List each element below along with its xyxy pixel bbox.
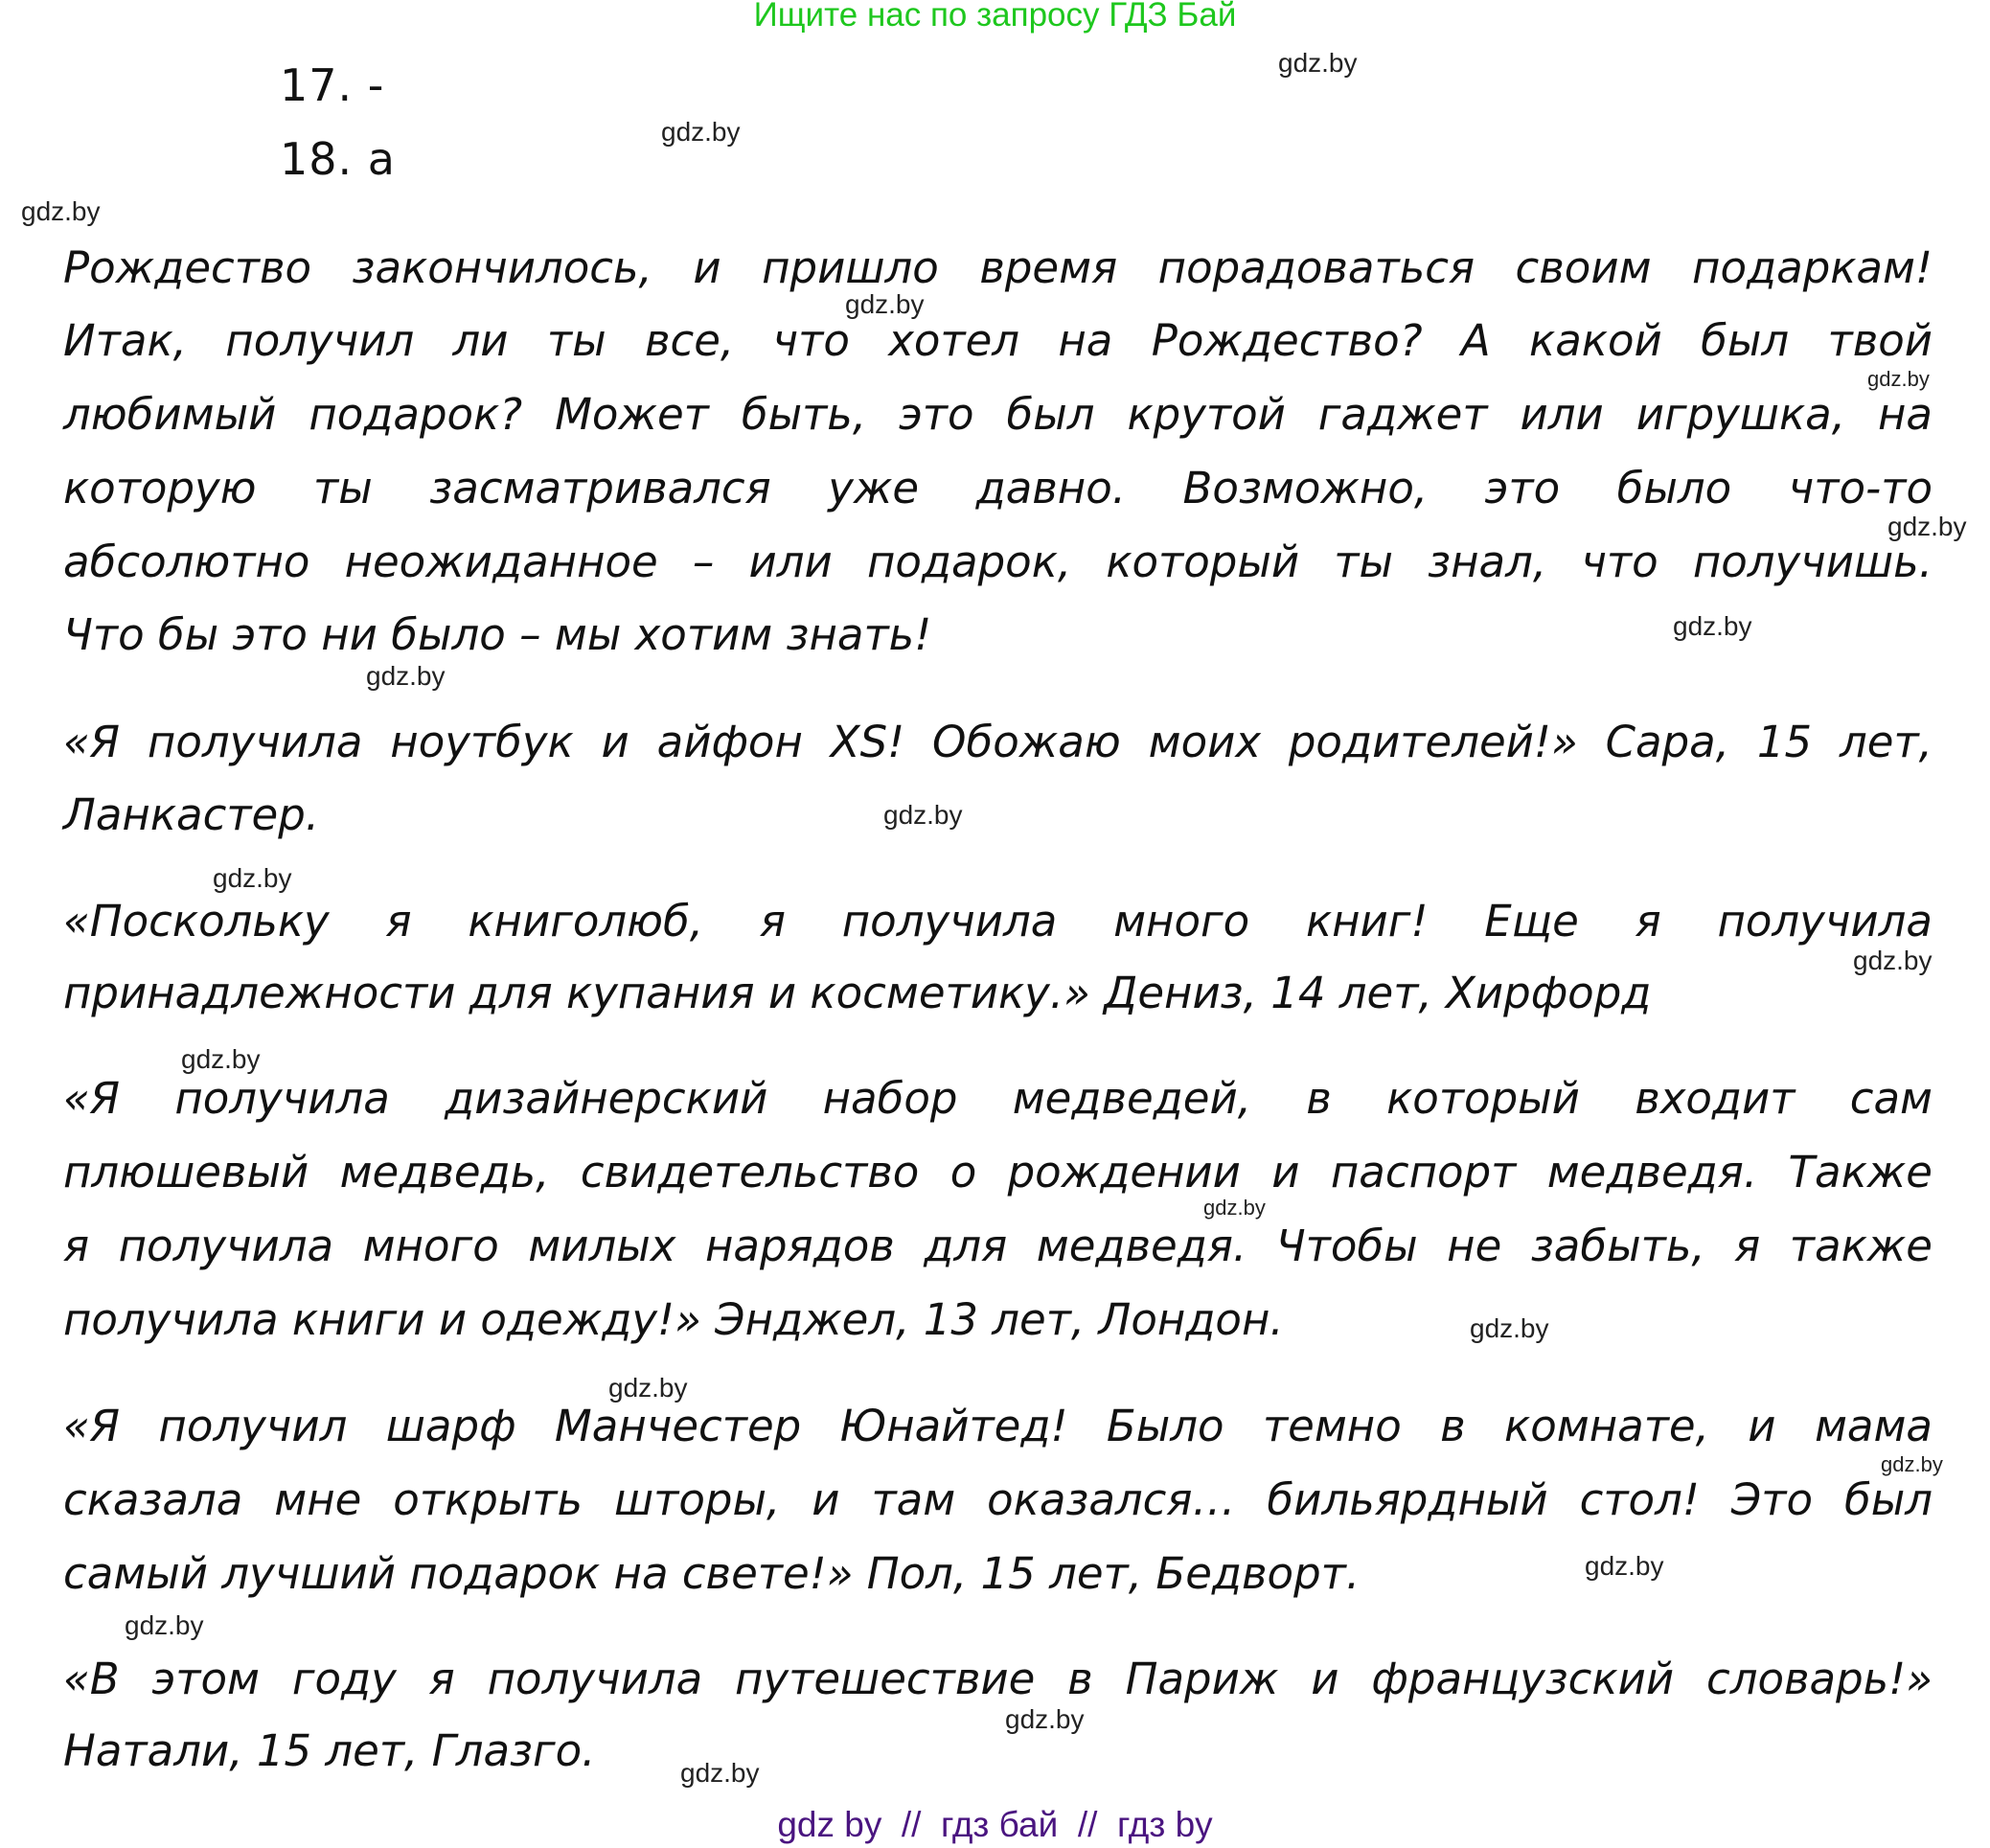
watermark: gdz.by bbox=[125, 1610, 204, 1640]
footer-links: gdz by // гдз бай // гдз by bbox=[777, 1805, 1213, 1844]
watermark: gdz.by bbox=[883, 800, 963, 830]
quote-angel-line: «Я получила дизайнерский набор медведей, в который входит сам bbox=[63, 1073, 1933, 1124]
watermark: gdz.by bbox=[1881, 1452, 1943, 1476]
watermark: gdz.by bbox=[608, 1373, 688, 1403]
watermark: gdz.by bbox=[21, 196, 101, 226]
quote-deniz-line: «Поскольку я книголюб, я получила много книг! Еще я получила bbox=[63, 896, 1933, 947]
intro-line: которую ты засматривался уже давно. Возможно, это было что-то bbox=[63, 463, 1933, 513]
quote-sara-line: «Я получила ноутбук и айфон XS! Обожаю моих родителей!» Сара, 15 лет, bbox=[63, 717, 1933, 767]
watermark: gdz.by bbox=[680, 1758, 760, 1788]
watermark: gdz.by bbox=[1585, 1551, 1664, 1581]
quote-natali-line: Натали, 15 лет, Глазго. bbox=[63, 1725, 596, 1776]
quote-sara-line: Ланкастер. bbox=[63, 789, 320, 840]
search-banner: Ищите нас по запросу ГДЗ Бай bbox=[753, 0, 1237, 34]
watermark: gdz.by bbox=[1887, 512, 1967, 541]
watermark: gdz.by bbox=[845, 289, 925, 319]
quote-deniz-line: принадлежности для купания и косметику.» Дениз, 14 лет, Хирфорд bbox=[63, 968, 1652, 1018]
quote-angel-line: я получила много милых нарядов для медведя. Чтобы не забыть, я также bbox=[63, 1221, 1933, 1271]
answer-17: 17. - bbox=[280, 59, 385, 111]
quote-paul-line: самый лучший подарок на свете!» Пол, 15 лет, Бедворт. bbox=[63, 1548, 1361, 1599]
answer-18: 18. a bbox=[280, 133, 396, 185]
quote-paul-line: «Я получил шарф Манчестер Юнайтед! Было темно в комнате, и мама bbox=[63, 1401, 1933, 1451]
intro-line: Итак, получил ли ты все, что хотел на Рождество? А какой был твой bbox=[63, 315, 1933, 366]
intro-line: Рождество закончилось, и пришло время порадоваться своим подаркам! bbox=[63, 242, 1933, 293]
watermark: gdz.by bbox=[1278, 48, 1358, 78]
quote-paul-line: сказала мне открыть шторы, и там оказался… бильярдный стол! Это был bbox=[63, 1474, 1933, 1525]
watermark: gdz.by bbox=[1867, 367, 1930, 391]
watermark: gdz.by bbox=[181, 1044, 261, 1074]
watermark: gdz.by bbox=[1673, 611, 1752, 641]
watermark: gdz.by bbox=[1853, 946, 1933, 975]
watermark: gdz.by bbox=[661, 117, 741, 147]
intro-line: Что бы это ни было – мы хотим знать! bbox=[63, 609, 932, 660]
watermark: gdz.by bbox=[213, 863, 292, 893]
quote-angel-line: плюшевый медведь, свидетельство о рождении и паспорт медведя. Также bbox=[63, 1147, 1933, 1198]
quote-natali-line: «В этом году я получила путешествие в Париж и французский словарь!» bbox=[63, 1654, 1933, 1704]
quote-angel-line: получила книги и одежду!» Энджел, 13 лет, Лондон. bbox=[63, 1294, 1284, 1345]
watermark: gdz.by bbox=[1005, 1704, 1085, 1734]
intro-line: любимый подарок? Может быть, это был крутой гаджет или игрушка, на bbox=[63, 389, 1933, 440]
intro-line: абсолютно неожиданное – или подарок, который ты знал, что получишь. bbox=[63, 536, 1933, 587]
watermark: gdz.by bbox=[1203, 1196, 1266, 1220]
watermark: gdz.by bbox=[1470, 1313, 1549, 1343]
watermark: gdz.by bbox=[366, 661, 446, 691]
